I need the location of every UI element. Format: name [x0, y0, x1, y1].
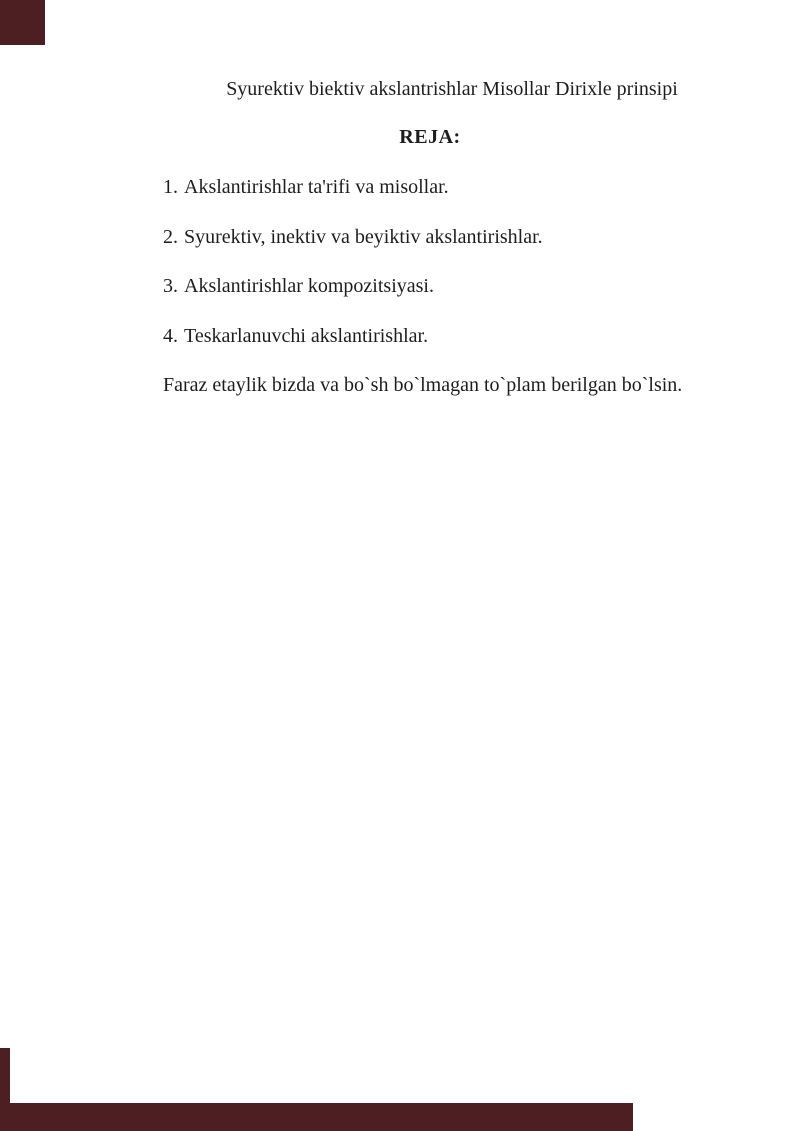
list-item-text: Akslantirishlar ta'rifi va misollar. — [184, 176, 449, 198]
list-item-text: Teskarlanuvchi akslantirishlar. — [184, 325, 429, 347]
reja-heading: REJA: — [399, 126, 461, 148]
list-item-number: 1. — [163, 176, 178, 198]
page-title: Syurektiv biektiv akslantrishlar Misollar Dirixle prinsipi — [226, 78, 678, 100]
list-item — [163, 323, 428, 349]
scan-artifact-bottom-bar — [0, 1103, 633, 1131]
list-item — [163, 224, 543, 250]
scan-artifact-left-edge-bar — [0, 1048, 10, 1103]
list-item-number: 2. — [163, 226, 178, 248]
closing-paragraph: Faraz etaylik bizda va bo`sh bo`lmagan to`plam berilgan bo`lsin. — [163, 374, 683, 396]
list-item-number: 3. — [163, 275, 178, 297]
list-item — [163, 174, 449, 200]
list-item-text: Syurektiv, inektiv va beyiktiv akslantirishlar. — [184, 226, 543, 248]
list-item — [163, 273, 434, 299]
list-item-number: 4. — [163, 325, 178, 347]
scan-artifact-corner-square — [0, 0, 45, 45]
list-item-text: Akslantirishlar kompozitsiyasi. — [184, 275, 434, 297]
